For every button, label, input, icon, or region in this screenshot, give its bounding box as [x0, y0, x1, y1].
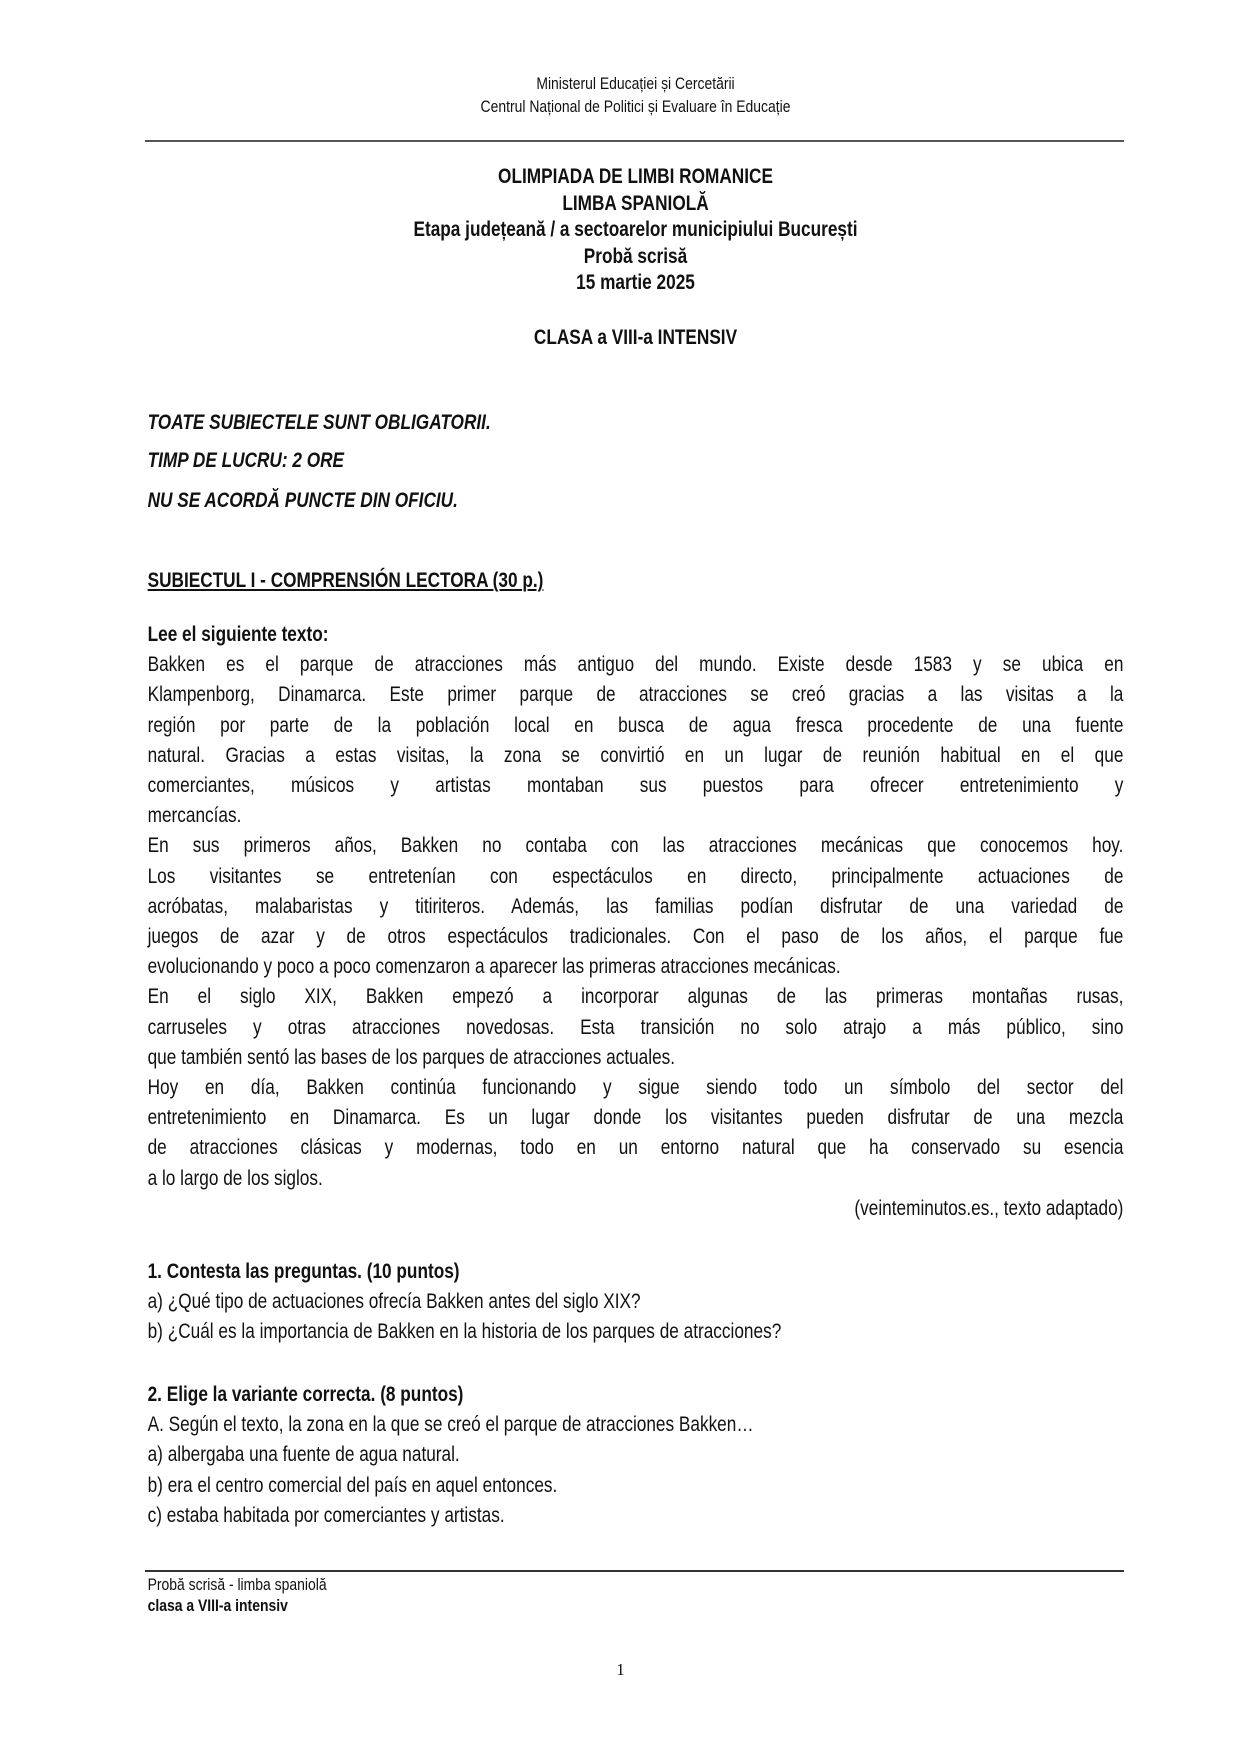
- title-date: 15 martie 2025: [576, 271, 695, 294]
- option-c: c) estaba habitada por comerciantes y artistas.: [147, 1503, 505, 1527]
- option-a: a) albergaba una fuente de agua natural.: [147, 1443, 460, 1467]
- instruction-mandatory: TOATE SUBIECTELE SUNT OBLIGATORII.: [147, 411, 491, 434]
- text-source: (veinteminutos.es., texto adaptado): [854, 1196, 1124, 1220]
- instruction-points: NU SE ACORDĂ PUNCTE DIN OFICIU.: [147, 489, 458, 512]
- text-line: acróbatas, malabaristas y titiriteros. Además, las familias podían disfrutar de una variedad de: [147, 894, 1124, 918]
- question-1-b: b) ¿Cuál es la importancia de Bakken en la historia de los parques de atracciones?: [147, 1320, 782, 1344]
- text-line: evolucionando y poco a poco comenzaron a aparecer las primeras atracciones mecánicas.: [147, 955, 841, 979]
- question-2: [148, 1380, 1124, 1531]
- title-stage: Etapa județeană / a sectoarelor municipiului București: [413, 218, 858, 241]
- footer-class: clasa a VIII-a intensiv: [147, 1596, 288, 1615]
- document-header: [148, 72, 1124, 118]
- text-line: que también sentó las bases de los parques de atracciones actuales.: [147, 1045, 676, 1069]
- footer-exam: Probă scrisă - limba spaniolă: [147, 1575, 327, 1594]
- text-line: juegos de azar y de otros espectáculos tradicionales. Con el paso de los años, el parque fue: [147, 925, 1124, 949]
- text-line: de atracciones clásicas y modernas, todo en un entorno natural que ha conservado su esencia: [147, 1136, 1124, 1160]
- text-line: entretenimiento en Dinamarca. Es un lugar donde los visitantes pueden disfrutar de una mezcla: [147, 1106, 1124, 1130]
- ministry-name: Ministerul Educației și Cercetării: [536, 74, 735, 93]
- text-line: región por parte de la población local en busca de agua fresca procedente de una fuente: [147, 713, 1124, 737]
- question-2-title: 2. Elige la variante correcta. (8 puntos): [147, 1383, 464, 1406]
- reading-prompt: Lee el siguiente texto:: [147, 623, 329, 646]
- question-2-stem: A. Según el texto, la zona en la que se creó el parque de atracciones Bakken…: [147, 1413, 754, 1437]
- title-exam-type: Probă scrisă: [583, 244, 688, 268]
- class-level: CLASA a VIII-a INTENSIV: [533, 326, 738, 349]
- text-line: Klampenborg, Dinamarca. Este primer parque de atracciones se creó gracias a las visitas a la: [147, 683, 1124, 707]
- instruction-time: TIMP DE LUCRU: 2 ORE: [147, 449, 345, 472]
- question-1: [148, 1257, 1124, 1348]
- text-line: Bakken es el parque de atracciones más antiguo del mundo. Existe desde 1583 y se ubica en: [147, 653, 1124, 677]
- reading-section: [148, 620, 1124, 1224]
- title-language: LIMBA SPANIOLĂ: [562, 191, 709, 215]
- question-1-title: 1. Contesta las preguntas. (10 puntos): [147, 1260, 460, 1283]
- subject-heading: SUBIECTUL I - COMPRENSIÓN LECTORA (30 p.): [147, 569, 544, 592]
- option-b: b) era el centro comercial del país en aquel entonces.: [147, 1473, 558, 1497]
- text-line: a lo largo de los siglos.: [147, 1166, 323, 1190]
- title-olympiad: OLIMPIADA DE LIMBI ROMANICE: [498, 165, 773, 188]
- text-line: carruseles y otras atracciones novedosas. Esta transición no solo atrajo a más público, sino: [147, 1015, 1124, 1039]
- text-line: En el siglo XIX, Bakken empezó a incorporar algunas de las primeras montañas rusas,: [147, 985, 1124, 1009]
- page-footer: [148, 1574, 1124, 1616]
- document-title: [148, 164, 1124, 297]
- text-line: Hoy en día, Bakken continúa funcionando y sigue siendo todo un símbolo del sector del: [147, 1076, 1124, 1100]
- text-line: comerciantes, músicos y artistas montaban sus puestos para ofrecer entretenimiento y: [147, 774, 1124, 798]
- page-number: 1: [616, 1660, 625, 1679]
- reading-text: [148, 650, 1124, 1194]
- text-line: En sus primeros años, Bakken no contaba con las atracciones mecánicas que conocemos hoy.: [147, 834, 1124, 858]
- text-line: Los visitantes se entretenían con espectáculos en directo, principalmente actuaciones de: [147, 864, 1124, 888]
- text-line: mercancías.: [147, 804, 242, 828]
- text-line: natural. Gracias a estas visitas, la zona se convirtió en un lugar de reunión habitual en el que: [147, 743, 1124, 767]
- center-name: Centrul Național de Politici și Evaluare în Educație: [480, 97, 791, 116]
- question-1-a: a) ¿Qué tipo de actuaciones ofrecía Bakken antes del siglo XIX?: [147, 1290, 641, 1314]
